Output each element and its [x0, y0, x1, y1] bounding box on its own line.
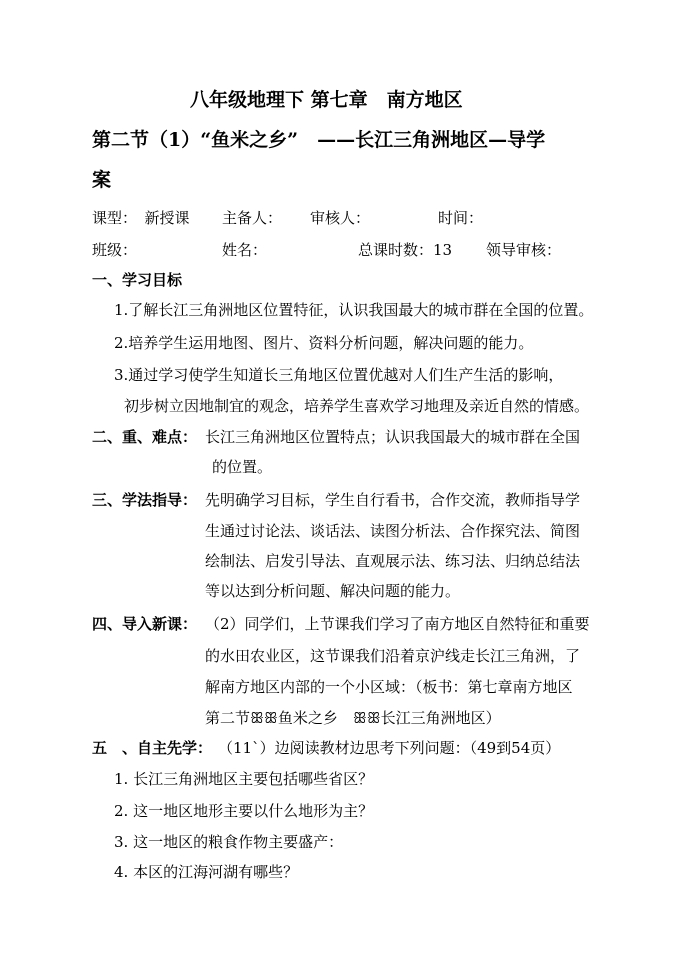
goal-item: 3.通过学习使学生知道长三角地区位置优越对人们生产生活的影响， — [114, 366, 564, 384]
method-line: 生通过讨论法、谈话法、读图分析法、合作探究法、简图 — [205, 522, 581, 540]
selfstudy-question: 1. 长江三角洲地区主要包括哪些省区？ — [114, 770, 374, 788]
meta-total-hours: 总课时数：13 — [358, 241, 453, 259]
goal-item: 初步树立因地制宜的观念，培养学生喜欢学习地理及亲近自然的情感。 — [124, 397, 590, 415]
selfstudy-question: 2. 这一地区地形主要以什么地形为主？ — [114, 802, 374, 820]
intro-line: 的水田农业区，这节课我们沿着京沪线走长江三角洲，了 — [205, 647, 581, 665]
section-keypoints-heading: 二、重、难点： — [92, 428, 198, 446]
meta-name: 姓名： — [222, 241, 268, 259]
section-intro-heading: 四、导入新课： — [92, 615, 198, 633]
goal-item: 2.培养学生运用地图、图片、资料分析问题，解决问题的能力。 — [114, 334, 534, 352]
intro-line: 第二节ꕥꕥ鱼米之乡 ꕥꕥ长江三角洲地区） — [205, 709, 501, 727]
keypoints-line: 长江三角洲地区位置特点；认识我国最大的城市群在全国 — [205, 428, 581, 446]
method-line: 等以达到分析问题、解决问题的能力。 — [205, 582, 461, 600]
document-subtitle-line-1: 第二节（1）“鱼米之乡” ——长江三角洲地区—导学 — [92, 129, 546, 151]
method-line: 绘制法、启发引导法、直观展示法、练习法、归纳总结法 — [205, 552, 581, 570]
intro-line: 解南方地区内部的一个小区域：（板书：第七章南方地区 — [205, 678, 573, 696]
keypoints-line: 的位置。 — [212, 458, 273, 476]
intro-line: （2）同学们，上节课我们学习了南方地区自然特征和重要 — [205, 615, 590, 633]
document-subtitle-line-2: 案 — [92, 169, 112, 191]
section-method-heading: 三、学法指导： — [92, 491, 198, 509]
meta-reviewer: 审核人： — [310, 209, 371, 227]
selfstudy-question: 4. 本区的江海河湖有哪些？ — [114, 863, 299, 881]
meta-leader-review: 领导审核： — [486, 241, 562, 259]
method-line: 先明确学习目标，学生自行看书，合作交流，教师指导学 — [205, 491, 581, 509]
selfstudy-question: 3. 这一地区的粮食作物主要盛产： — [114, 833, 344, 851]
selfstudy-intro: （11`）边阅读教材边思考下列问题：（49到54页） — [218, 739, 561, 757]
section-selfstudy-heading: 五 、自主先学： — [92, 739, 213, 757]
meta-time: 时间： — [438, 209, 484, 227]
meta-course-type: 课型： 新授课 — [92, 209, 190, 227]
meta-class: 班级： — [92, 241, 138, 259]
section-goals-heading: 一、学习目标 — [92, 271, 183, 289]
document-title: 八年级地理下 第七章 南方地区 — [190, 89, 463, 111]
meta-preparer: 主备人： — [222, 209, 283, 227]
goal-item: 1.了解长江三角洲地区位置特征，认识我国最大的城市群在全国的位置。 — [114, 301, 594, 319]
